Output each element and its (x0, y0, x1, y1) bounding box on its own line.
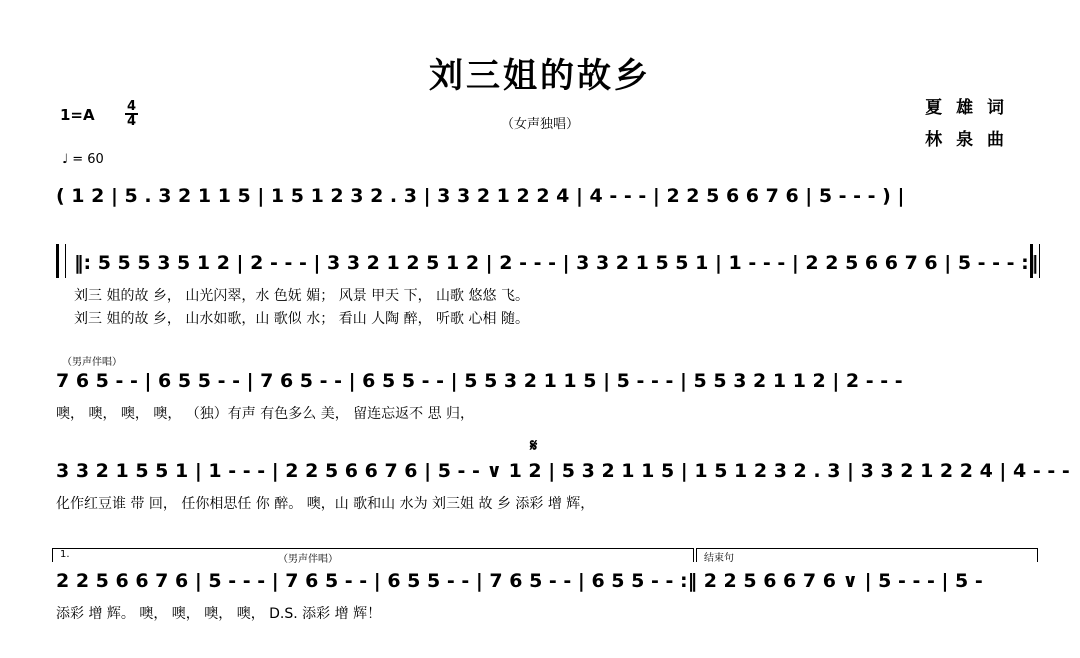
repeat-end-barline (1030, 244, 1040, 278)
lyrics-verse-1-line-1: 刘三 姐的故 乡， 山光闪翠，水 色妩 媚； 风景 甲天 下， 山歌 悠悠 飞。 (74, 288, 529, 304)
lyrics-verse-2: 化作红豆谁 带 回， 任你相思任 你 醉。 噢，山 歌和山 水为 刘三姐 故 乡 添彩 增 辉， (56, 496, 595, 512)
credits (925, 92, 1008, 157)
time-signature-denominator: 4 (127, 114, 137, 129)
repeat-start-barline (56, 244, 66, 278)
volta-bracket (52, 548, 694, 562)
lyrics-verse-1-line-2: 刘三 姐的故 乡， 山水如歌，山 歌似 水； 看山 人陶 醉， 听歌 心相 随。 (74, 311, 529, 327)
coda-bracket (696, 548, 1038, 562)
segno-sign: 𝄋 (530, 436, 538, 456)
notes-intro: ( 1 2 | 5 . 3 2 1 1 5 | 1 5 1 2 3 2 . 3 | 3 3 2 1 2 2 4 | 4 - - - | 2 2 5 6 6 7 6 | 5 - - - ) | (56, 185, 905, 207)
notes-ending: 2 2 5 6 6 7 6 | 5 - - - | 7 6 5 - - | 6 5 5 - - | 7 6 5 - - | 6 5 5 - - :‖ 2 2 5 6 6 7 6 ∨ | 5 - - - | 5 - (56, 570, 983, 592)
lyrics-ending: 添彩 增 辉。 噢， 噢， 噢， 噢， D.S. 添彩 增 辉！ (56, 606, 382, 622)
subtitle: （女声独唱） (500, 117, 579, 132)
volta-label: 1. (60, 549, 70, 560)
tempo-marking: ♩ = 60 (62, 152, 104, 167)
male-accompaniment-mark: （男声伴唱） (62, 357, 122, 368)
key-signature: 1=A (60, 106, 95, 124)
lyricist-credit: 夏 雄 词 (925, 98, 1008, 118)
coda-label: 结束句 (702, 549, 736, 564)
composer-credit: 林 泉 曲 (925, 130, 1008, 151)
male-accompaniment-mark-2: （男声伴唱） (278, 554, 338, 565)
time-signature-numerator: 4 (127, 99, 137, 114)
notes-verse-1: ‖: 5 5 5 3 5 1 2 | 2 - - - | 3 3 2 1 2 5 1 2 | 2 - - - | 3 3 2 1 5 5 1 | 1 - - - | 2 2 5 6 6 7 6 | 5 - - - :‖ (74, 252, 1039, 274)
page-title: 刘三姐的故乡 (429, 56, 651, 96)
notes-verse-2: 3 3 2 1 5 5 1 | 1 - - - | 2 2 5 6 6 7 6 | 5 - - ∨ 1 2 | 5 3 2 1 1 5 | 1 5 1 2 3 2 . 3 | 3 3 2 1 2 2 4 | 4 - - - (56, 460, 1070, 482)
lyrics-male-accompaniment: 噢， 噢， 噢， 噢， （独）有声 有色多么 美， 留连忘返不 思 归， (56, 406, 475, 422)
notes-male-accompaniment: 7 6 5 - - | 6 5 5 - - | 7 6 5 - - | 6 5 5 - - | 5 5 3 2 1 1 5 | 5 - - - | 5 5 3 2 1 1 2 | 2 - - - (56, 370, 903, 392)
time-signature (125, 100, 138, 128)
